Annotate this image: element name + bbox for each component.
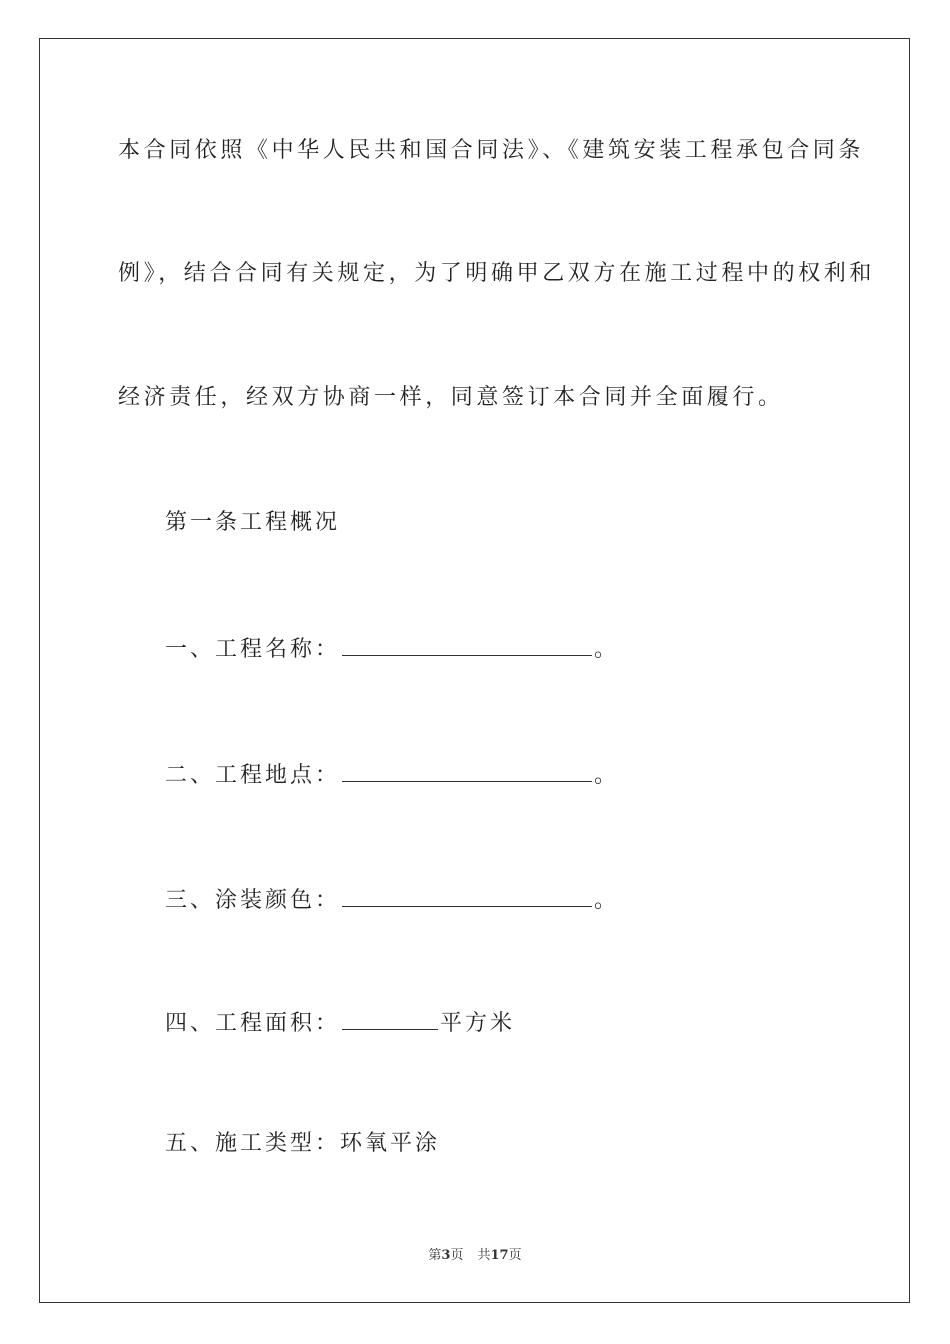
fill-in-blank[interactable] bbox=[342, 759, 592, 782]
item-suffix: 。 bbox=[594, 888, 620, 913]
item-coating-color bbox=[165, 884, 619, 916]
total-suffix: 页 bbox=[508, 1248, 522, 1263]
item-label: 五、施工类型： bbox=[165, 1131, 341, 1156]
item-construction-type bbox=[165, 1129, 440, 1159]
item-label: 三、涂装颜色： bbox=[165, 888, 341, 913]
item-suffix: 。 bbox=[594, 763, 620, 788]
item-value: 环氧平涂 bbox=[340, 1131, 441, 1156]
page-number: 3 bbox=[441, 1248, 451, 1263]
page-border bbox=[39, 38, 910, 1303]
paragraph-line-3: 经济责任，经双方协商一样，同意签订本合同并全面履行。 bbox=[118, 385, 784, 410]
item-label: 二、工程地点： bbox=[165, 763, 341, 788]
item-project-location bbox=[165, 759, 619, 791]
page-suffix: 页 bbox=[450, 1248, 464, 1263]
item-suffix: 平方米 bbox=[440, 1011, 516, 1036]
item-project-area bbox=[165, 1007, 515, 1039]
paragraph-line-2: 例》，结合合同有关规定，为了明确甲乙双方在施工过程中的权利和 bbox=[118, 261, 876, 286]
total-prefix: 共 bbox=[477, 1248, 491, 1263]
item-label: 四、工程面积： bbox=[165, 1011, 341, 1036]
fill-in-blank[interactable] bbox=[342, 633, 592, 656]
page-footer bbox=[0, 1247, 950, 1265]
section-title: 第一条工程概况 bbox=[165, 510, 341, 535]
item-suffix: 。 bbox=[594, 637, 620, 662]
paragraph-line-1: 本合同依照《中华人民共和国合同法》、《建筑安装工程承包合同条 bbox=[118, 138, 865, 163]
total-pages: 17 bbox=[490, 1248, 509, 1263]
fill-in-blank[interactable] bbox=[342, 1007, 438, 1030]
fill-in-blank[interactable] bbox=[342, 884, 592, 907]
page-prefix: 第 bbox=[428, 1248, 442, 1263]
item-project-name bbox=[165, 633, 619, 665]
item-label: 一、工程名称： bbox=[165, 637, 341, 662]
